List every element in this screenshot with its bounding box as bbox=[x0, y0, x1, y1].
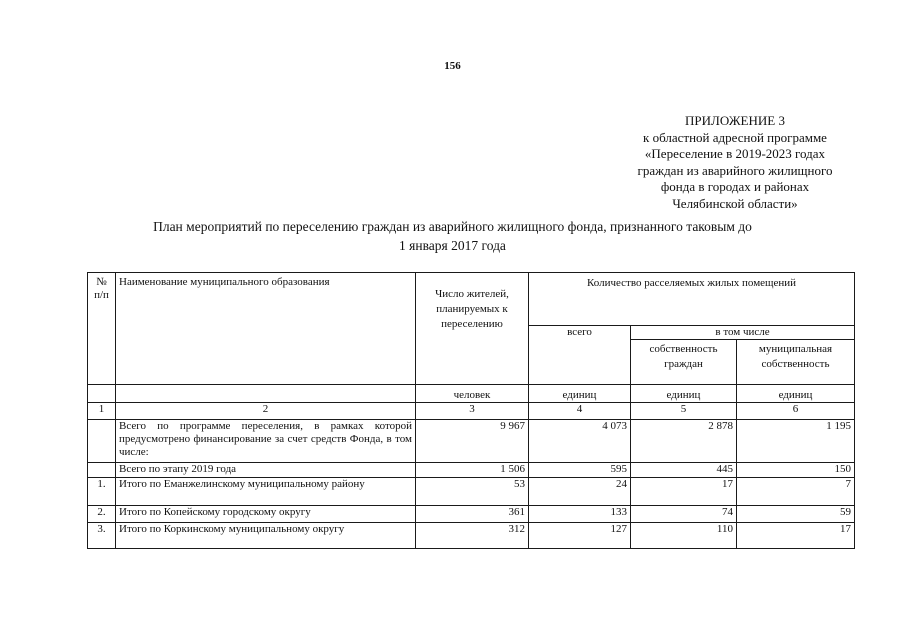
row-num: 1. bbox=[88, 478, 116, 506]
row-name: Всего по этапу 2019 года bbox=[116, 463, 416, 478]
appendix-line: фонда в городах и районах bbox=[660, 179, 810, 194]
appendix-line: Челябинской области» bbox=[672, 195, 798, 211]
table-row bbox=[88, 463, 855, 478]
unit-municipal: единиц bbox=[737, 385, 855, 403]
header-citizens: собственность граждан bbox=[631, 340, 737, 385]
row-num: 2. bbox=[88, 506, 116, 523]
row-citizens: 74 bbox=[631, 506, 737, 523]
row-municipal: 1 195 bbox=[737, 420, 855, 463]
row-residents: 312 bbox=[416, 523, 529, 549]
column-number: 3 bbox=[416, 403, 529, 420]
document-title-line: 1 января 2017 года bbox=[399, 238, 506, 253]
row-citizens: 110 bbox=[631, 523, 737, 549]
table-row bbox=[88, 420, 855, 463]
row-total: 127 bbox=[529, 523, 631, 549]
row-municipal: 150 bbox=[737, 463, 855, 478]
table-row bbox=[88, 506, 855, 523]
page-number: 156 bbox=[444, 60, 461, 72]
header-premises: Количество расселяемых жилых помещений bbox=[529, 273, 855, 326]
appendix-line: ПРИЛОЖЕНИЕ 3 bbox=[685, 113, 785, 128]
header-num: № п/п bbox=[88, 273, 116, 385]
row-num bbox=[88, 420, 116, 463]
column-number: 4 bbox=[529, 403, 631, 420]
row-municipal: 17 bbox=[737, 523, 855, 549]
row-name: Итого по Коркинскому муниципальному округу bbox=[116, 523, 416, 549]
unit-residents: человек bbox=[416, 385, 529, 403]
column-number: 2 bbox=[116, 403, 416, 420]
row-residents: 1 506 bbox=[416, 463, 529, 478]
row-total: 24 bbox=[529, 478, 631, 506]
unit-citizens: единиц bbox=[631, 385, 737, 403]
header-including: в том числе bbox=[631, 326, 855, 340]
row-citizens: 17 bbox=[631, 478, 737, 506]
resettlement-plan-table bbox=[87, 272, 855, 549]
row-num: 3. bbox=[88, 523, 116, 549]
unit-num bbox=[88, 385, 116, 403]
row-name: Всего по программе переселения, в рамках которой предусмотрено финансирование за счет средств Фонда, в том числе: bbox=[116, 420, 416, 463]
row-municipal: 7 bbox=[737, 478, 855, 506]
row-residents: 53 bbox=[416, 478, 529, 506]
header-name: Наименование муниципального образования bbox=[116, 273, 416, 385]
row-citizens: 445 bbox=[631, 463, 737, 478]
row-total: 595 bbox=[529, 463, 631, 478]
row-citizens: 2 878 bbox=[631, 420, 737, 463]
appendix-line: к областной адресной программе bbox=[643, 129, 827, 145]
column-number: 1 bbox=[88, 403, 116, 420]
appendix-line: граждан из аварийного жилищного bbox=[637, 162, 833, 178]
unit-name bbox=[116, 385, 416, 403]
header-municipal: муниципальная собственность bbox=[737, 340, 855, 385]
row-total: 4 073 bbox=[529, 420, 631, 463]
column-number: 5 bbox=[631, 403, 737, 420]
table-row bbox=[88, 478, 855, 506]
appendix-line: «Переселение в 2019-2023 годах bbox=[644, 146, 826, 161]
document-title bbox=[0, 217, 905, 255]
header-residents: Число жителей, планируемых к переселению bbox=[416, 273, 529, 385]
appendix-header bbox=[600, 113, 870, 212]
row-municipal: 59 bbox=[737, 506, 855, 523]
row-residents: 361 bbox=[416, 506, 529, 523]
row-total: 133 bbox=[529, 506, 631, 523]
document-title-line: План мероприятий по переселению граждан из аварийного жилищного фонда, признанного таковым до bbox=[153, 219, 752, 234]
row-num bbox=[88, 463, 116, 478]
row-name: Итого по Еманжелинскому муниципальному району bbox=[116, 478, 416, 506]
unit-total: единиц bbox=[529, 385, 631, 403]
header-total: всего bbox=[529, 326, 631, 385]
row-name: Итого по Копейскому городскому округу bbox=[116, 506, 416, 523]
table-row bbox=[88, 523, 855, 549]
column-number: 6 bbox=[737, 403, 855, 420]
row-residents: 9 967 bbox=[416, 420, 529, 463]
